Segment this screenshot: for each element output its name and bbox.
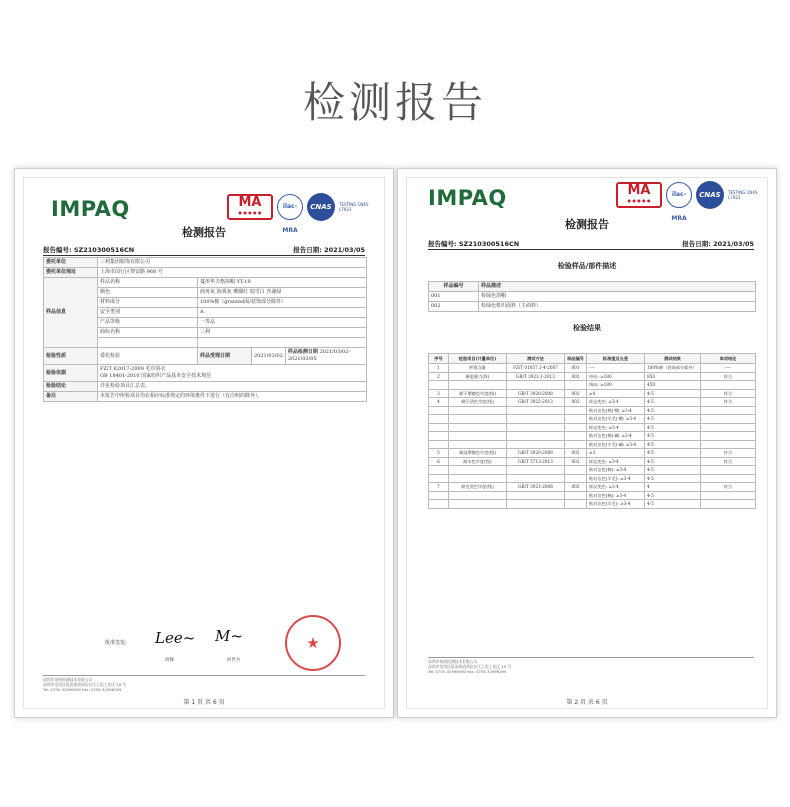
footer-address: 深圳市龙岗区坂田街道南坑社区上坂工业区 19 号	[43, 682, 127, 687]
result-cell-verdict	[701, 474, 756, 483]
remark-value: 本报告中所检项目均在相应标准规定的环境条件下进行（有注明的除外）。	[98, 392, 367, 402]
official-stamp: ★	[285, 615, 341, 671]
report-meta	[43, 245, 365, 256]
footer-contact: Tel: 0755-32996590 Fax: 0755-32996299	[43, 687, 122, 692]
result-cell-sample	[565, 432, 587, 441]
result-row	[429, 440, 756, 449]
approve-label: 批准签发:	[105, 640, 127, 646]
result-row	[429, 466, 756, 475]
result-cell-result: 4-5	[645, 440, 701, 449]
result-row	[429, 381, 756, 390]
result-cell-sample	[565, 466, 587, 475]
page-number: 第 1 页 共 6 页	[183, 699, 225, 706]
result-cell-result: 4-5	[645, 457, 701, 466]
result-cell-verdict	[701, 440, 756, 449]
report-page-1	[14, 168, 394, 718]
result-cell-no	[429, 406, 449, 415]
sample-section-title: 检验样品/部件描述	[557, 262, 617, 270]
report-meta	[428, 239, 754, 250]
result-cell-verdict	[701, 466, 756, 475]
result-row	[429, 415, 756, 424]
cnas-logo: CNAS	[307, 193, 335, 221]
result-cell-no	[429, 474, 449, 483]
result-cell-result: 4-5	[645, 423, 701, 432]
result-cell-standard: 粘衬沾色(棉): ≥3-4	[587, 466, 645, 475]
result-header: 测试方法	[507, 354, 565, 364]
impaq-logo: IMPAQ	[51, 197, 130, 221]
color-value: 商务灰 海雾灰 珊瑚红 瑞雪白 青湖绿	[198, 288, 367, 298]
result-row	[429, 406, 756, 415]
result-header: 样品编号	[565, 354, 587, 364]
page-title: 检测报告	[302, 78, 487, 127]
result-row	[429, 389, 756, 398]
result-cell-item	[449, 491, 507, 500]
result-cell-verdict: 符合	[701, 483, 756, 492]
test-date-label: 样品检测日期	[287, 349, 318, 355]
result-cell-sample	[565, 415, 587, 424]
cert-logos	[616, 181, 758, 222]
result-cell-no: 2	[429, 372, 449, 381]
sample-header-desc: 样品描述	[479, 282, 756, 292]
result-cell-item	[449, 466, 507, 475]
receive-date-value: 2021/03/02	[252, 348, 286, 365]
signer-2: 何世兵	[227, 658, 241, 663]
result-cell-no	[429, 440, 449, 449]
sample-name-label: 样品名称	[98, 278, 198, 288]
report-date: 报告日期: 2021/03/05	[682, 240, 754, 248]
result-cell-method: FZ/T 01057.1-4-2007	[507, 364, 565, 373]
result-cell-item: 耐汗渍色牢度(级)	[449, 398, 507, 407]
report-date: 报告日期: 2021/03/05	[293, 246, 365, 254]
result-header: 单项结论	[701, 354, 756, 364]
result-cell-item: 耐皂洗色牢度(级)	[449, 483, 507, 492]
result-cell-method	[507, 440, 565, 449]
address-label: 委托单位地址	[44, 268, 98, 278]
result-cell-method: GB/T 3920-2008	[507, 449, 565, 458]
result-cell-standard: 粘衬沾色(羊毛): ≥3-4	[587, 500, 645, 509]
result-cell-item: 纤维含量	[449, 364, 507, 373]
result-cell-verdict: 符合	[701, 457, 756, 466]
sample-label: 样品信息	[44, 278, 98, 348]
result-cell-sample	[565, 474, 587, 483]
test-date-value: 2021/03/02-2021/03/05	[287, 349, 350, 362]
result-cell-no	[429, 432, 449, 441]
result-cell-item	[449, 474, 507, 483]
result-cell-standard: 样品变色: ≥3-4	[587, 457, 645, 466]
report-title: 检测报告	[565, 218, 609, 231]
sample-no: 002	[429, 302, 479, 312]
test-date-block	[285, 348, 366, 365]
result-cell-no: 1	[429, 364, 449, 373]
result-cell-result: 4-5	[645, 398, 701, 407]
result-row	[429, 423, 756, 432]
result-cell-standard: 纬向: ≥180	[587, 381, 645, 390]
result-cell-verdict: 符合	[701, 372, 756, 381]
color-label: 颜色	[98, 288, 198, 298]
result-row	[429, 483, 756, 492]
result-cell-result: 450	[645, 381, 701, 390]
result-cell-item	[449, 500, 507, 509]
inspect-type-value: 委托检验	[98, 348, 198, 365]
conclusion-label: 检验结论	[44, 382, 98, 392]
cnas-text: TESTING CNAS L7923	[728, 190, 758, 200]
result-cell-item	[449, 415, 507, 424]
grade-label: 产品等级	[98, 318, 198, 328]
basis-line-1: FZ/T 62017-2009 毛巾浴衣	[100, 366, 166, 372]
footer-contact: Tel: 0755-32996590 Fax: 0755-32996299	[428, 669, 507, 674]
result-cell-item	[449, 440, 507, 449]
result-cell-no	[429, 500, 449, 509]
result-cell-verdict	[701, 415, 756, 424]
result-cell-item	[449, 432, 507, 441]
result-cell-standard: 样品变色: ≥3-4	[587, 423, 645, 432]
result-cell-result: 4-5	[645, 474, 701, 483]
result-cell-method	[507, 466, 565, 475]
receive-date-label: 样品受理日期	[198, 348, 252, 365]
result-cell-method: GB/T 3923.1-2013	[507, 372, 565, 381]
result-cell-standard: ----	[587, 364, 645, 373]
result-cell-standard: 粘衬沾色(羊毛)-酸: ≥3-4	[587, 415, 645, 424]
result-cell-no: 5	[429, 449, 449, 458]
page-number: 第 2 页 共 6 页	[566, 699, 608, 706]
result-cell-no	[429, 423, 449, 432]
result-cell-result: 4-5	[645, 500, 701, 509]
result-cell-verdict	[701, 381, 756, 390]
result-cell-verdict	[701, 500, 756, 509]
result-cell-verdict	[701, 406, 756, 415]
result-row	[429, 474, 756, 483]
result-row	[429, 500, 756, 509]
cert-logos	[227, 193, 369, 234]
cnas-logo: CNAS	[696, 181, 724, 209]
result-cell-verdict	[701, 423, 756, 432]
footer-company: 深圳市英柏检测技术有限公司	[43, 677, 93, 682]
report-info-table	[43, 257, 367, 402]
result-cell-result: 4-5	[645, 466, 701, 475]
result-cell-item	[449, 423, 507, 432]
result-cell-result: 4-5	[645, 491, 701, 500]
result-cell-method	[507, 415, 565, 424]
sample-desc: 检绿色机织面料（主面料）	[479, 302, 756, 312]
result-cell-sample	[565, 440, 587, 449]
result-row	[429, 364, 756, 373]
result-cell-item: 耐水色牢度(级)	[449, 457, 507, 466]
result-cell-standard: 样品变色: ≥3-4	[587, 398, 645, 407]
result-cell-verdict	[701, 491, 756, 500]
result-cell-standard: ≥4	[587, 389, 645, 398]
inspect-type-label: 检验性质	[44, 348, 98, 365]
result-cell-sample: 002	[565, 457, 587, 466]
result-header: 测试结果	[645, 354, 701, 364]
result-cell-sample: 002	[565, 449, 587, 458]
result-cell-sample: 002	[565, 483, 587, 492]
brand-label: 商标名称	[98, 328, 198, 338]
result-row	[429, 432, 756, 441]
result-row	[429, 457, 756, 466]
brand-value: 三利	[198, 328, 367, 338]
result-cell-verdict	[701, 432, 756, 441]
basis-line-2: GB 18401-2010 国家纺织产品基本安全技术规范	[100, 373, 212, 379]
safety-value: A	[198, 308, 367, 318]
result-row	[429, 491, 756, 500]
result-cell-no	[429, 491, 449, 500]
result-cell-verdict: 符合	[701, 449, 756, 458]
safety-label: 安全类别	[98, 308, 198, 318]
report-number: 报告编号: SZ210300516CN	[43, 246, 135, 254]
result-cell-sample: 002	[565, 398, 587, 407]
result-row	[429, 449, 756, 458]
client-label: 委托单位	[44, 258, 98, 268]
result-cell-standard: 粘衬沾色(棉): ≥3-4	[587, 491, 645, 500]
result-cell-method	[507, 423, 565, 432]
result-cell-no: 3	[429, 389, 449, 398]
result-cell-standard: 粘衬沾色(棉)-酸: ≥3-4	[587, 406, 645, 415]
result-cell-item: 耐湿摩擦色牢度(级)	[449, 449, 507, 458]
client-value: 三利集团服饰有限公司	[98, 258, 367, 268]
result-cell-method	[507, 500, 565, 509]
result-row	[429, 398, 756, 407]
result-table	[428, 353, 756, 509]
result-cell-item	[449, 381, 507, 390]
result-cell-standard: 粘衬沾色(羊毛): ≥3-4	[587, 474, 645, 483]
result-cell-method	[507, 474, 565, 483]
signer-1: 周修	[165, 658, 174, 663]
sample-header-no: 样品编号	[429, 282, 479, 292]
result-cell-no: 7	[429, 483, 449, 492]
report-title: 检测报告	[182, 226, 226, 239]
result-cell-result: 4-5	[645, 432, 701, 441]
result-cell-result: 850	[645, 372, 701, 381]
ilac-mra-logo: ilac-MRA	[277, 194, 303, 220]
signature-1: Lee​~	[155, 629, 196, 647]
result-cell-sample	[565, 423, 587, 432]
remark-label: 备注	[44, 392, 98, 402]
result-cell-method: GB/T 5713-2013	[507, 457, 565, 466]
conclusion-value: 详见检验项目汇总表。	[98, 382, 367, 392]
footer-company: 深圳市英柏检测技术有限公司	[428, 659, 478, 664]
result-section-title: 检验结果	[573, 324, 601, 332]
material-value: 100%棉（granted面/装饰部分除外）	[198, 298, 367, 308]
result-cell-method: GB/T 3920-2008	[507, 389, 565, 398]
result-cell-method	[507, 381, 565, 390]
result-header: 序号	[429, 354, 449, 364]
result-cell-verdict: ----	[701, 364, 756, 373]
basis-label: 检验依据	[44, 365, 98, 382]
result-row	[429, 372, 756, 381]
cnas-text: TESTING CNAS L7923	[339, 202, 369, 212]
grade-value: 一等品	[198, 318, 367, 328]
sample-desc: 检绿色浴帽	[479, 292, 756, 302]
result-cell-sample	[565, 491, 587, 500]
material-label: 材料成分	[98, 298, 198, 308]
result-cell-result: 4-5	[645, 449, 701, 458]
result-cell-standard: ≥3	[587, 449, 645, 458]
sample-table	[428, 281, 756, 312]
result-cell-method: GB/T 3922-2013	[507, 398, 565, 407]
report-page-2	[397, 168, 777, 718]
result-cell-sample	[565, 406, 587, 415]
result-cell-no	[429, 415, 449, 424]
result-cell-method	[507, 406, 565, 415]
result-cell-sample	[565, 500, 587, 509]
result-cell-result: 4	[645, 483, 701, 492]
ilac-mra-logo: ilac-MRA	[666, 182, 692, 208]
cma-logo: MA ● ● ● ● ●	[227, 194, 273, 220]
result-cell-result: 4-5	[645, 415, 701, 424]
result-cell-no	[429, 381, 449, 390]
impaq-logo: IMPAQ	[428, 186, 507, 210]
result-cell-sample: 002	[565, 389, 587, 398]
result-cell-sample: 001	[565, 364, 587, 373]
result-header: 检验项目(计量单位)	[449, 354, 507, 364]
result-cell-method	[507, 432, 565, 441]
result-cell-method	[507, 491, 565, 500]
result-cell-no: 4	[429, 398, 449, 407]
result-header: 标准值及允差	[587, 354, 645, 364]
result-cell-item: 断裂强力(N)	[449, 372, 507, 381]
signature-2: M​~	[215, 627, 243, 645]
result-cell-verdict: 符合	[701, 389, 756, 398]
result-cell-item: 耐干摩擦色牢度(级)	[449, 389, 507, 398]
result-cell-standard: 粘衬沾色(羊毛)-碱: ≥3-4	[587, 440, 645, 449]
result-cell-sample	[565, 381, 587, 390]
result-cell-sample: 002	[565, 372, 587, 381]
page-footer	[428, 657, 754, 674]
address-value: 上海市闵行区黎安路 968 号	[98, 268, 367, 278]
footer-address: 深圳市龙岗区坂田街道南坑社区上坂工业区 19 号	[428, 664, 512, 669]
cma-logo: MA ● ● ● ● ●	[616, 182, 662, 208]
report-number: 报告编号: SZ210300516CN	[428, 240, 520, 248]
result-cell-result: 4-5	[645, 389, 701, 398]
result-cell-verdict: 符合	[701, 398, 756, 407]
result-cell-item	[449, 406, 507, 415]
result-cell-result: 100%棉（装饰部分除外）	[645, 364, 701, 373]
result-body	[429, 364, 756, 509]
result-cell-no	[429, 466, 449, 475]
result-cell-result: 4-5	[645, 406, 701, 415]
sample-no: 001	[429, 292, 479, 302]
result-cell-standard: 经向: ≥180	[587, 372, 645, 381]
result-cell-no: 6	[429, 457, 449, 466]
result-cell-method: GB/T 3921-2008	[507, 483, 565, 492]
sample-name-value: 蔓形华夫格浴帽 YT-19	[198, 278, 367, 288]
result-cell-standard: 样品变色: ≥3-4	[587, 483, 645, 492]
result-cell-standard: 粘衬沾色(棉)-碱: ≥3-4	[587, 432, 645, 441]
page-footer	[43, 675, 365, 692]
